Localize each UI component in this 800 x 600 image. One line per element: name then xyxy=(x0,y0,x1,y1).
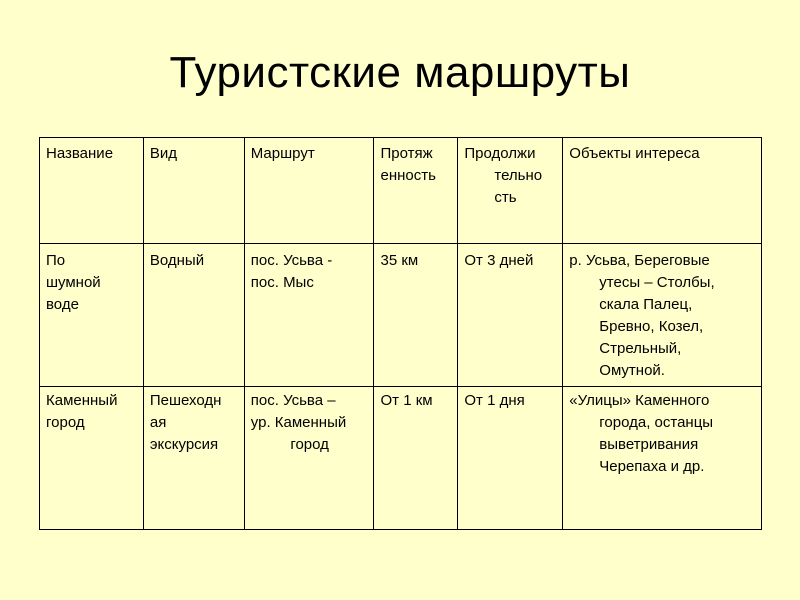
header-name-text: Название xyxy=(46,145,114,162)
cell-objects xyxy=(563,387,762,530)
routes-table xyxy=(39,137,762,530)
header-length-line: Протяж xyxy=(380,145,433,162)
header-route-text: Маршрут xyxy=(250,145,315,162)
cell-line: пос. Усьва - xyxy=(250,252,333,269)
cell-line: р. Усьва, Береговые xyxy=(569,252,710,269)
cell-type xyxy=(143,244,244,387)
cell-line: город xyxy=(46,414,85,431)
cell-duration xyxy=(458,387,563,530)
cell-name xyxy=(40,244,144,387)
cell-line: выветривания xyxy=(599,436,699,453)
cell-line: ур. Каменный xyxy=(250,414,347,431)
cell-line: город xyxy=(290,436,329,453)
cell-type xyxy=(143,387,244,530)
cell-line: скала Палец, xyxy=(599,296,693,313)
table-row xyxy=(40,387,762,530)
cell-line: Бревно, Козел, xyxy=(599,318,704,335)
cell-line: От 1 км xyxy=(380,392,433,409)
table-row xyxy=(40,244,762,387)
table-header-row xyxy=(40,138,762,244)
header-cell-name xyxy=(40,138,144,244)
cell-line: пос. Мыс xyxy=(250,274,314,291)
cell-line: По xyxy=(46,252,66,269)
header-cell-duration xyxy=(458,138,563,244)
cell-line: Пешеходн xyxy=(149,392,222,409)
cell-line: шумной xyxy=(46,274,101,291)
cell-line: воде xyxy=(46,296,79,313)
cell-duration xyxy=(458,244,563,387)
cell-route xyxy=(244,387,374,530)
cell-line: Каменный xyxy=(46,392,118,409)
cell-line: города, останцы xyxy=(599,414,714,431)
cell-line: Водный xyxy=(149,252,205,269)
cell-objects xyxy=(563,244,762,387)
header-length-line: енность xyxy=(380,167,436,184)
header-duration-line: Продолжи xyxy=(464,145,536,162)
cell-line: пос. Усьва – xyxy=(250,392,336,409)
header-cell-route xyxy=(244,138,374,244)
cell-line: «Улицы» Каменного xyxy=(569,392,710,409)
cell-line: утесы – Столбы, xyxy=(599,274,715,291)
header-cell-objects xyxy=(563,138,762,244)
cell-line: От 3 дней xyxy=(464,252,534,269)
header-objects-text: Объекты интереса xyxy=(569,145,700,162)
cell-route xyxy=(244,244,374,387)
header-type-text: Вид xyxy=(149,145,178,162)
cell-line: От 1 дня xyxy=(464,392,525,409)
cell-name xyxy=(40,387,144,530)
cell-line: экскурсия xyxy=(149,436,219,453)
cell-line: Черепаха и др. xyxy=(599,458,705,475)
cell-line: ая xyxy=(149,414,167,431)
header-cell-length xyxy=(374,138,458,244)
cell-length xyxy=(374,387,458,530)
cell-line: Стрельный, xyxy=(599,340,682,357)
cell-line: 35 км xyxy=(380,252,419,269)
header-cell-type xyxy=(143,138,244,244)
header-duration-line: сть xyxy=(494,189,517,206)
slide-title: Туристские маршруты xyxy=(169,48,631,97)
cell-length xyxy=(374,244,458,387)
cell-line: Омутной. xyxy=(599,362,665,379)
header-duration-line: тельно xyxy=(494,167,543,184)
